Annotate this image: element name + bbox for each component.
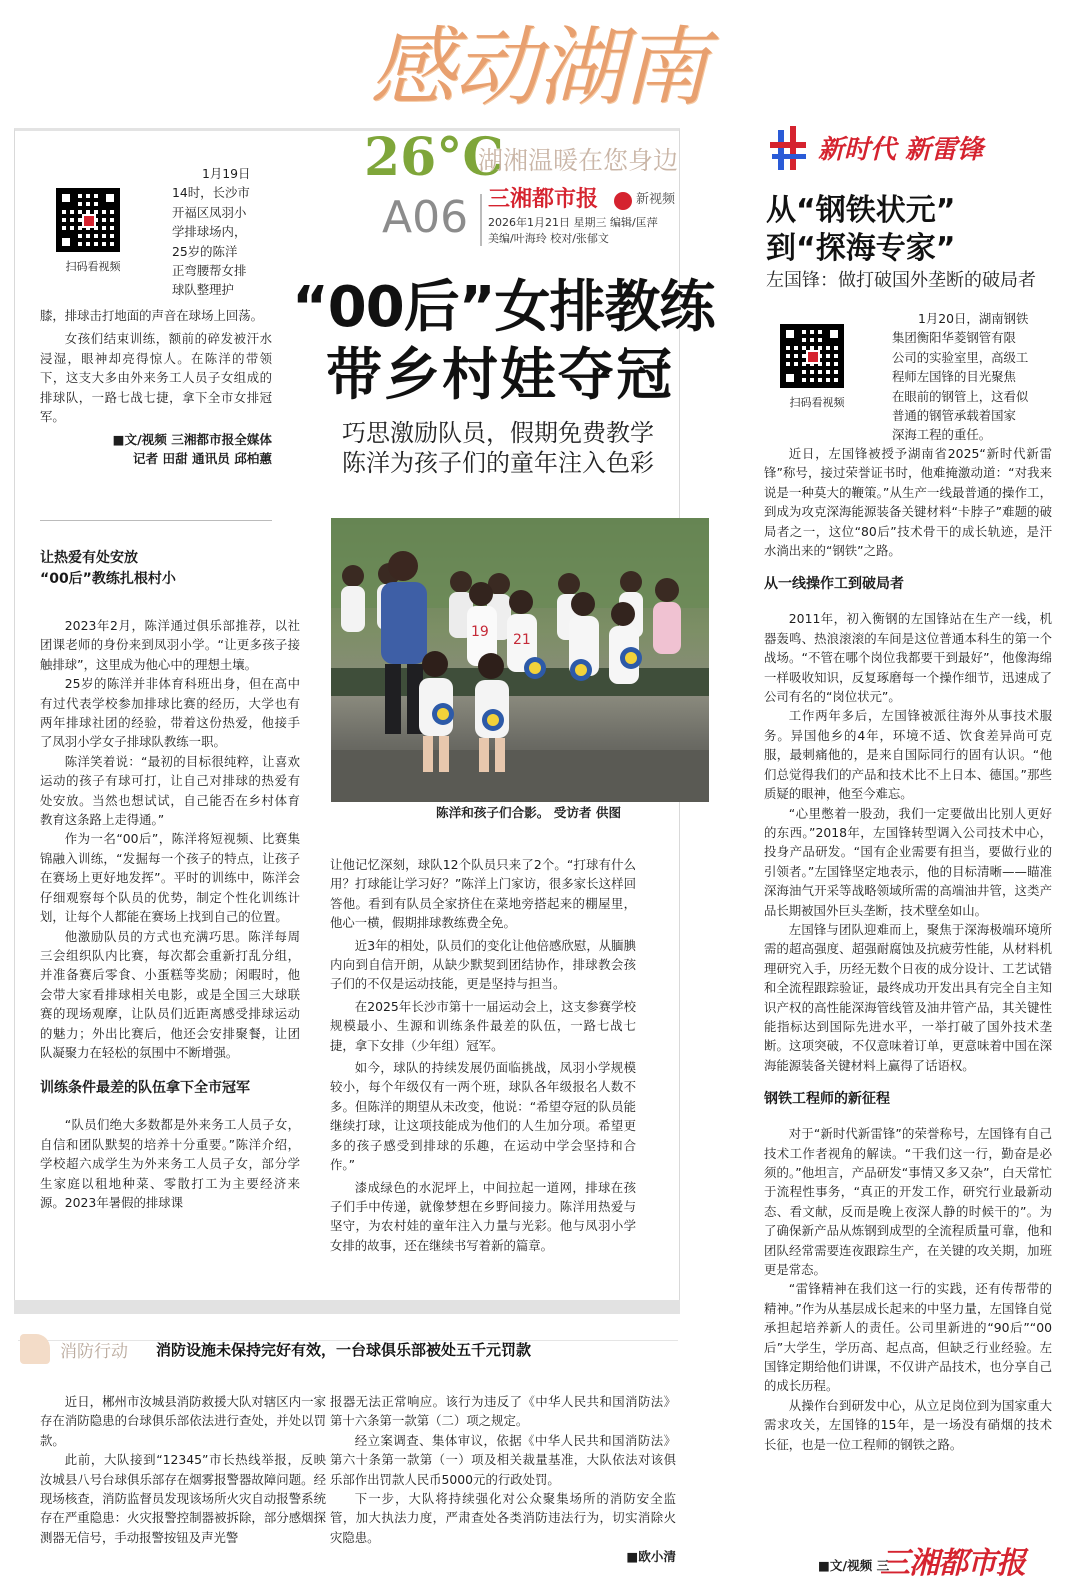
section-title: 训练条件最差的队伍拿下全市冠军 — [40, 1080, 250, 1097]
lead-headline — [292, 274, 742, 410]
lead-left-column — [40, 548, 300, 1212]
intro-line: 学排球场内， — [172, 224, 247, 240]
intro-line: 开福区凤羽小 — [172, 204, 247, 220]
intro-line: 公司的实验室里，高级工 — [892, 349, 1029, 365]
fire-column-1 — [40, 1392, 326, 1547]
fire-tag-icon — [20, 1334, 50, 1364]
section-title: 让热爱有处安放 — [40, 550, 138, 566]
fire-column-2 — [330, 1392, 676, 1566]
qr-code-icon[interactable] — [780, 324, 844, 388]
section-title: 从一线操作工到破局者 — [764, 576, 904, 593]
body-paragraph: 他激励队员的方式也充满巧思。陈洋每周三会组织队内比赛，每次都会重新打乱分组，并准备赛后零食、小蛋糕等奖励；闲暇时，他会带大家看排球相关电影，或是全国三大球联赛的现场观摩，让队员们近距离感受排球运动的魅力；外出比赛后，他还会安排聚餐，让团队凝聚力在轻松的氛围中不断增强。 — [40, 928, 300, 1060]
section-title: 钢铁工程师的新征程 — [764, 1091, 890, 1108]
right-body — [764, 444, 1052, 1454]
body-paragraph: 漆成绿色的水泥坪上，中间拉起一道网，排球在孩子们手中传递，就像梦想在乡野间接力。陈洋用热爱与坚守，为农村娃的童年注入力量与光彩。他与凤羽小学女排的故事，还在继续书写着新的篇章。 — [330, 1179, 636, 1253]
lead-byline-2: 记者 田甜 通讯员 邱柏蕙 — [132, 451, 272, 467]
body-paragraph: 此前，大队接到“12345”市长热线举报，反映汝城县八号台球俱乐部存在烟雾报警器故障问题。经现场核查，消防监督员发现该场所火灾自动报警系统存在严重隐患：火灾报警控制器被拆除，部分感烟探测器无信号，手动报警按钮及声光警 — [40, 1452, 326, 1545]
right-headline — [766, 192, 1066, 294]
video-brand: 新视频 — [636, 192, 676, 207]
body-paragraph: 对于“新时代新雷锋”的荣誉称号，左国锋有自己技术工作者视角的解读。“干我们这一行，勤奋是必须的。”他坦言，产品研发“事情又多又杂”，白天常忙于流程性事务，“真正的开发工作，研究行业最新动态、看文献，反而是晚上夜深人静的时候干的”。为了确保新产品从炼钢到成型的全流程质量可靠，他和团队经常需要连夜跟踪生产，在关键的攻关期，加班更是常态。 — [764, 1126, 1052, 1278]
body-paragraph: 作为一名“00后”，陈洋将短视频、比赛集锦融入训练，“发掘每一个孩子的特点，让孩子在赛场上更好地发挥”。平时的训练中，陈洋会仔细观察每个队员的优势，制定个性化训练计划，让每个人都能在赛场上找到自己的位置。 — [40, 831, 300, 925]
body-paragraph: 经立案调查、集体审议，依据《中华人民共和国消防法》第六十条第一款第（一）项及相关裁量基准，大队依法对该俱乐部作出罚款人民币5000元的行政处罚。 — [330, 1432, 676, 1487]
lead-byline-1: ■文/视频 三湘都市报全媒体 — [112, 432, 272, 448]
jersey-number: 19 — [471, 624, 489, 640]
body-paragraph: 近日，郴州市汝城县消防救援大队对辖区内一家存在消防隐患的台球俱乐部依法进行查处，并处以罚款。 — [40, 1394, 326, 1448]
lead-subhead-line1: 巧思激励队员，假期免费教学 — [342, 419, 654, 447]
qr-caption: 扫码看视频 — [789, 396, 845, 409]
right-subhead: 左国锋：做打破国外垄断的破局者 — [766, 270, 1036, 291]
intro-line: 球队整理护 — [172, 282, 234, 298]
flag-icon — [768, 126, 808, 174]
section-rule — [40, 520, 272, 521]
column-logo — [768, 126, 1028, 174]
intro-line: 正弯腰帮女排 — [172, 263, 247, 279]
page-number: A06 — [382, 192, 469, 243]
intro-line: 普通的钢管承载着国家 — [892, 408, 1016, 424]
lead-subhead — [342, 418, 722, 478]
jersey-number: 21 — [513, 632, 531, 648]
qr-code-icon[interactable] — [56, 188, 120, 252]
warm-slogan: 湖湘温暖在您身边 — [478, 146, 679, 175]
right-byline: ■文/视频 三 — [818, 1558, 890, 1573]
body-paragraph: 下一步，大队将持续强化对公众聚集场所的消防安全监管，加大执法力度，严肃查处各类消防违法行为，切实消除火灾隐患。 — [330, 1491, 676, 1545]
body-paragraph: 左国锋与团队迎难而上，聚焦于深海极端环境所需的超高强度、超强耐腐蚀及抗疲劳性能，从材料机理研究入手，历经无数个日夜的成分设计、工艺试错和全流程跟踪验证，最终成功开发出具有完全自主知识产权的高性能深海管线管及油井管产品，其关键性能指标达到国际先进水平，一举打破了国外技术垄断。这项突破，不仅意味着订单，更意味着中国在深海能源装备关键材料上赢得了话语权。 — [764, 921, 1052, 1073]
lead-frame-shadow — [14, 1300, 680, 1314]
temperature: 26°C — [364, 127, 504, 188]
body-paragraph: “队员们绝大多数都是外来务工人员子女，自信和团队默契的培养十分重要。”陈洋介绍，学校超六成学生为外来务工人员子女，部分学生家庭以租地种菜、零散打工为主要经济来源。2023年暑假的排球课 — [40, 1117, 300, 1210]
section-title: “00后”教练扎根村小 — [40, 571, 176, 587]
intro-rest: 膝，排球击打地面的声音在球场上回荡。 — [40, 308, 264, 323]
lead-subhead-line2: 陈洋为孩子们的童年注入色彩 — [342, 449, 654, 477]
right-headline-line2: 到“探海专家” — [766, 231, 956, 266]
right-intro-lines — [892, 309, 1052, 445]
fire-tag-label: 消防行动 — [60, 1342, 128, 1362]
column-logo-text: 新时代 新雷锋 — [818, 135, 984, 165]
body-paragraph: 2011年，初入衡钢的左国锋站在生产一线，机器轰鸣、热浪滚滚的车间是这位普通本科生的第一个战场。“不管在哪个岗位我都要干到最好”，他像海绵一样吸收知识，反复琢磨每一个操作细节，迅速成了公司有名的“岗位状元”。 — [764, 611, 1052, 705]
qr-caption: 扫码看视频 — [65, 260, 121, 273]
right-headline-line1: 从“钢铁状元” — [766, 193, 956, 228]
photo-illustration — [331, 518, 709, 802]
body-paragraph: 工作两年多后，左国锋被派往海外从事技术服务。异国他乡的4年，环境不适、饮食差异尚可克服，最刺痛他的，是来自国际同行的固有认识。“他们总觉得我们的产品和技术比不上日本、德国。”那些质疑的眼神，他至今难忘。 — [764, 708, 1052, 802]
body-paragraph: 陈洋笑着说：“最初的目标很纯粹，让喜欢运动的孩子有球可打，让自己对排球的热爱有处安放。当然也想试试，自己能否在乡村体育教育这条路上走得通。” — [40, 753, 300, 828]
lead-headline-line1: “00后”女排教练 — [292, 275, 715, 340]
body-paragraph: “心里憋着一股劲，我们一定要做出比别人更好的东西。”2018年，左国锋转型调入公司技术中心，投身产品研发。“国有企业需要有担当，要做行业的引领者。”左国锋坚定地表示，他的目标清晰——瞄准深海油气开采等战略领域所需的高端油井管，这类产品长期被国外巨头垄断，技术壁垒如山。 — [764, 805, 1052, 918]
intro-line: 14时，长沙市 — [172, 185, 250, 201]
fire-title: 消防设施未保持完好有效，一台球俱乐部被处五千元罚款 — [156, 1341, 532, 1359]
intro-line: 在眼前的钢管上，这看似 — [892, 388, 1029, 404]
team-photo — [331, 518, 709, 802]
body-paragraph: 25岁的陈洋并非体育科班出身，但在高中有过代表学校参加排球比赛的经历，大学也有两年排球社团的经验，带着这份热爱，他接手了凤羽小学女子排球队教练一职。 — [40, 676, 300, 750]
intro-line: 25岁的陈洋 — [172, 243, 238, 259]
intro-line: 1月20日，湖南钢铁 — [918, 311, 1029, 326]
body-paragraph: 报器无法正常响应。该行为违反了《中华人民共和国消防法》第十六条第一款第（二）项之规定。 — [330, 1394, 676, 1429]
body-paragraph: 2023年2月，陈洋通过俱乐部推荐，以社团课老师的身份来到凤羽小学。“让更多孩子接触排球”，这里成为他心中的理想土壤。 — [40, 618, 300, 672]
body-paragraph: “雷锋精神在我们这一行的实践，还有传帮带的精神。”作为从基层成长起来的中坚力量，左国锋自觉承担起培养新人的责任。公司里新进的“90后”“00后”大学生，学历高、起点高，但缺乏行业经验。左国锋定期给他们讲课，不仅讲产品技术，也分享自己的成长历程。 — [764, 1281, 1052, 1394]
lead-middle-column — [330, 855, 636, 1255]
lead-intro-body — [40, 306, 272, 468]
right-qr-block[interactable] — [780, 324, 854, 410]
intro-line: 深海工程的重任。 — [892, 427, 992, 443]
intro-line: 程师左国锋的目光聚焦 — [892, 369, 1016, 385]
body-paragraph: 让他记忆深刻，球队12个队员只来了2个。“打球有什么用？打球能让学习好？”陈洋上门家访，很多家长这样回答他。看到有队员全家挤住在菜地旁搭起来的棚屋里，他心一横，假期排球教练费全免。 — [330, 857, 636, 931]
intro-line: 1月19日 — [202, 166, 251, 181]
intro-line: 集团衡阳华菱钢管有限 — [892, 330, 1016, 346]
intro-paragraph: 女孩们结束训练，额前的碎发被汗水浸湿，眼神却亮得惊人。在陈洋的带领下，这支大多由外来务工人员子女组成的排球队，一路七战七捷，拿下全市女排冠军。 — [40, 331, 272, 425]
photo-caption: 陈洋和孩子们合影。 受访者 供图 — [436, 805, 622, 820]
lead-headline-line2: 带乡村娃夺冠 — [326, 343, 674, 408]
body-paragraph: 近日，左国锋被授予湖南省2025“新时代新雷锋”称号，接过荣誉证书时，他难掩激动道：“对我来说是一种莫大的鞭策。”从生产一线最普通的操作工，到成为攻克深海能源装备关键材料“卡脖子”难题的破局者之一，这位“80后”技术骨干的成长轨迹，是汗水淌出来的“钢铁”之路。 — [764, 446, 1052, 559]
lead-intro-lines — [172, 164, 272, 300]
fire-byline: ■欧小清 — [626, 1549, 676, 1565]
body-paragraph: 如今，球队的持续发展仍面临挑战，凤羽小学规模较小，每个年级仅有一两个班，球队各年级报名人数不多。但陈洋的期望从未改变，他说：“希望夺冠的队员能继续打球，让这项技能成为他们的人生加分项。希望更多的孩子感受到排球的乐趣，在运动中学会坚持和合作。” — [330, 1060, 636, 1173]
body-paragraph: 从操作台到研发中心，从立足岗位到为国家重大需求攻关，左国锋的15年，是一场没有硝烟的技术长征，也是一位工程师的钢铁之路。 — [764, 1397, 1052, 1452]
date-line: 2026年1月21日 星期三 编辑/匡萍 — [488, 216, 658, 229]
lead-qr-block[interactable] — [56, 188, 130, 274]
masthead-slogan: 感动湖南 — [370, 18, 706, 118]
fire-brief — [16, 1330, 696, 1590]
staff-line: 美编/叶海玲 校对/张郁文 — [488, 232, 609, 245]
body-paragraph: 近3年的相处，队员们的变化让他倍感欣慰，从腼腆内向到自信开朗，从缺少默契到团结协作，排球教会孩子们的不仅是运动技能，更是坚持与担当。 — [330, 937, 636, 992]
footer-logo: 三湘都市报 — [880, 1546, 1025, 1581]
paper-name: 三湘都市报 — [488, 187, 599, 212]
body-paragraph: 在2025年长沙市第十一届运动会上，这支参赛学校规模最小、生源和训练条件最差的队伍，一路七战七捷，拿下女排（少年组）冠军。 — [330, 998, 636, 1053]
